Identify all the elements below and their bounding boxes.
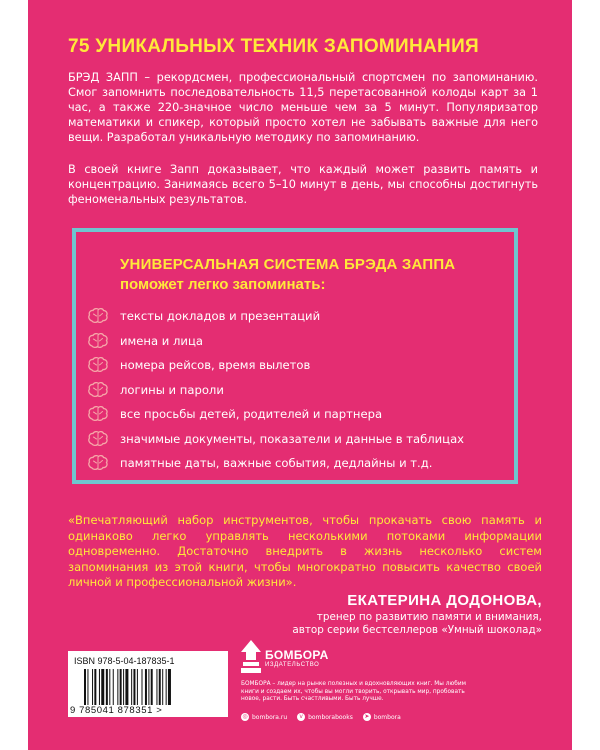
cover-headline: 75 УНИКАЛЬНЫХ ТЕХНИК ЗАПОМИНАНИЯ — [68, 36, 479, 57]
publisher-logo-mark — [241, 640, 261, 674]
barcode-bar — [156, 669, 157, 705]
telegram-icon: ➤ — [364, 713, 370, 720]
barcode-bar — [106, 669, 108, 705]
brain-icon — [88, 406, 108, 422]
social-label: bombora.ru — [252, 713, 288, 721]
barcode-bar — [166, 669, 167, 705]
feature-box — [72, 228, 518, 484]
book-back-cover — [28, 0, 572, 750]
publisher-subtitle: ИЗДАТЕЛЬСТВО — [265, 662, 320, 668]
web-icon: ◎ — [242, 713, 248, 720]
barcode-bar — [92, 669, 93, 705]
feature-item-text: все просьбы детей, родителей и партнера — [120, 407, 383, 422]
barcode-bar — [133, 669, 135, 705]
publisher-logo — [241, 640, 361, 676]
barcode-bar — [142, 669, 143, 705]
social-vk[interactable] — [297, 713, 353, 721]
feature-item-text: имена и лица — [120, 333, 203, 348]
brain-icon — [88, 431, 108, 447]
feature-item-text: тексты докладов и презентаций — [120, 309, 321, 324]
isbn-text: ISBN 978-5-04-187835-1 — [74, 656, 175, 666]
barcode-bar — [159, 669, 161, 705]
social-label: bomborabooks — [308, 713, 353, 721]
brain-icon — [88, 455, 108, 471]
barcode-bar — [87, 669, 88, 705]
barcode-bar — [117, 669, 118, 705]
barcode-bar — [94, 669, 96, 705]
brain-icon — [88, 382, 108, 398]
barcode-digits: 9 785041 878351 > — [70, 705, 163, 716]
publisher-name: БОМБОРА — [265, 648, 329, 662]
barcode-bar — [113, 669, 114, 705]
barcode-panel — [68, 651, 228, 717]
feature-list — [88, 304, 464, 476]
barcode-bar — [168, 669, 171, 705]
barcode-bar — [123, 669, 124, 705]
barcode-bar — [125, 669, 128, 705]
barcode-bar — [109, 669, 110, 705]
publisher-description: БОМБОРА – лидер на рынке полезных и вдохновляющих книг. Мы любим книги и создаем их, чтобы вы могли творить, открывать мир, пробовать новое, расти. Быть счастливыми. Быть лучше. — [241, 681, 467, 703]
feature-list-item — [88, 304, 464, 329]
feature-list-item — [88, 378, 464, 403]
author-bio-paragraph: БРЭД ЗАПП – рекордсмен, профессиональный спортсмен по запоминанию. Смог запомнить последовательность 11,5 перетасованной колоды карт за 1 час, а также 220-значное число меньше чем за 5 минут. Популяризатор математики и спикер, который просто хотел не забывать важные для него вещи. Разработал уникальную методику по запоминанию. — [68, 71, 538, 144]
social-label: bombora — [373, 713, 401, 721]
feature-item-text: номера рейсов, время вылетов — [120, 358, 311, 373]
review-quote: «Впечатляющий набор инструментов, чтобы прокачать свою память и одинаково легко управлять несколькими потоками информации одновременно. Достаточно внедрить в жизнь несколько систем запоминания из этой книги, чтобы многократно повысить качество своей личной и профессиональной жизни». — [68, 513, 542, 589]
feature-item-text: значимые документы, показатели и данные в таблицах — [120, 431, 465, 446]
barcode-bar — [131, 669, 132, 705]
barcode-bar — [120, 669, 122, 705]
brain-icon — [88, 357, 108, 373]
feature-list-item — [88, 402, 464, 427]
quote-author-series: автор серии бестселлеров «Умный шоколад» — [292, 624, 542, 636]
feature-item-text: памятные даты, важные события, дедлайны и т.д. — [120, 456, 433, 471]
quote-author-role: тренер по развитию памяти и внимания, — [316, 611, 542, 623]
barcode-bar — [84, 669, 86, 705]
barcode-bar — [151, 669, 153, 705]
barcode-bar — [101, 669, 104, 705]
barcode-bar — [148, 669, 149, 705]
barcode-bar — [99, 669, 100, 705]
barcode-image — [84, 669, 212, 705]
feature-list-item — [88, 353, 464, 378]
publisher-socials — [241, 713, 401, 721]
feature-box-title: УНИВЕРСАЛЬНАЯ СИСТЕМА БРЭДА ЗАППА — [120, 256, 456, 273]
social-telegram[interactable] — [363, 713, 401, 721]
brain-icon — [88, 308, 108, 324]
barcode-bar — [145, 669, 147, 705]
feature-list-item — [88, 427, 464, 452]
vk-icon: v — [297, 713, 305, 721]
feature-item-text: логины и пароли — [120, 382, 224, 397]
barcode-bar — [162, 669, 163, 705]
quote-author-name: ЕКАТЕРИНА ДОДОНОВА, — [347, 592, 542, 609]
social-web[interactable] — [241, 713, 287, 721]
barcode-bar — [137, 669, 138, 705]
feature-list-item — [88, 451, 464, 476]
feature-box-subtitle: поможет легко запоминать: — [120, 276, 326, 293]
feature-list-item — [88, 329, 464, 354]
book-summary-paragraph: В своей книге Запп доказывает, что каждый может развить память и концентрацию. Занимаясь всего 5–10 минут в день, мы способны достигнуть феноменальных результатов. — [68, 163, 538, 206]
brain-icon — [88, 333, 108, 349]
